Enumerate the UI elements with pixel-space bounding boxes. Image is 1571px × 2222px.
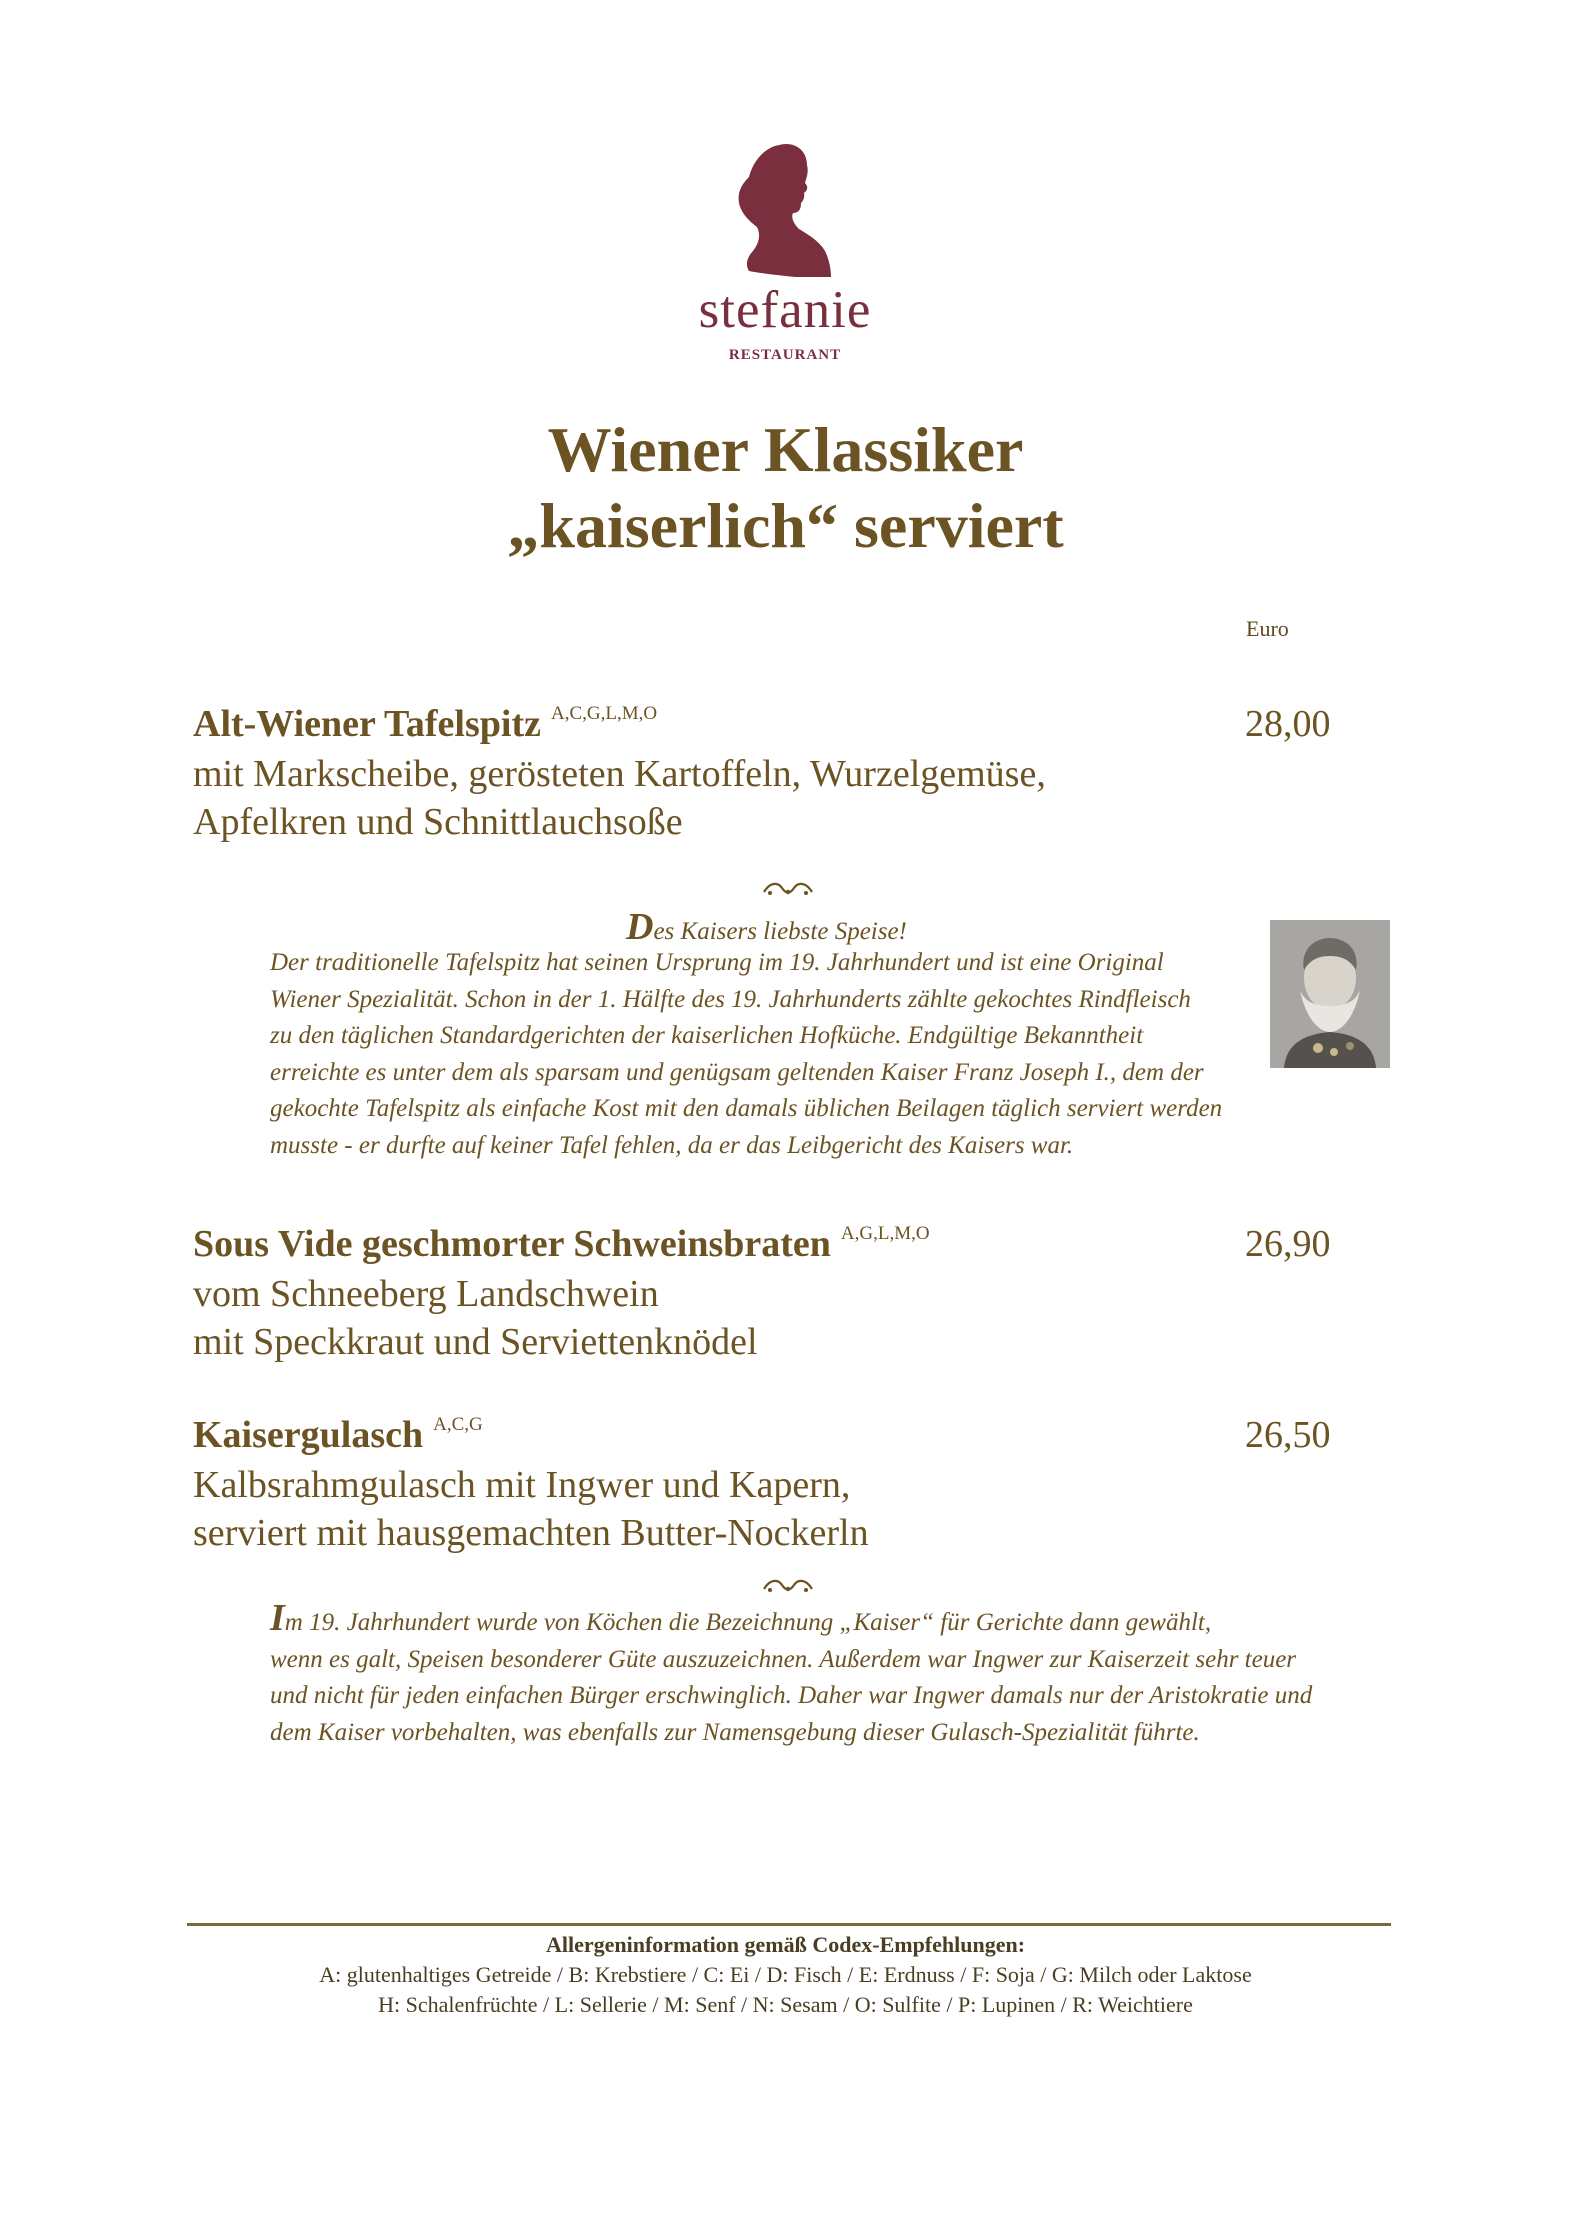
ornament-flourish-icon xyxy=(760,880,816,900)
note-line: Der traditionelle Tafelspitz hat seinen Ursprung im 19. Jahrhundert und ist eine Original xyxy=(270,949,1164,976)
note-line: und nicht für jeden einfachen Bürger erschwinglich. Daher war Ingwer damals nur der Aristokratie und xyxy=(270,1682,1313,1709)
dish-price: 28,00 xyxy=(1245,703,1331,745)
dish-name xyxy=(193,702,657,746)
dish-price: 26,50 xyxy=(1245,1414,1331,1456)
logo-silhouette-icon xyxy=(735,143,835,279)
note-line: musste - er durfte auf keiner Tafel fehlen, da er das Leibgericht des Kaisers war. xyxy=(270,1131,1074,1159)
dish-name xyxy=(193,1413,483,1457)
drop-cap: D xyxy=(626,906,654,948)
drop-cap: I xyxy=(270,1597,285,1639)
menu-title: Wiener Klassiker xyxy=(547,414,1024,485)
note-paragraph xyxy=(270,1597,1313,1751)
dish-description-line: Apfelkren und Schnittlauchsoße xyxy=(193,801,683,843)
brand-subtitle: RESTAURANT xyxy=(728,347,842,363)
allergen-legend-line: H: Schalenfrüchte / L: Sellerie / M: Senf / N: Sesam / O: Sulfite / P: Lupinen / R: Weichtiere xyxy=(378,1992,1193,2017)
menu-subtitle: „kaiserlich“ serviert xyxy=(507,490,1064,561)
note-line: Wiener Spezialität. Schon in der 1. Hälfte des 19. Jahrhunderts zählte gekochtes Rindfleisch xyxy=(270,985,1191,1013)
dish-description-line: mit Speckkraut und Serviettenknödel xyxy=(193,1321,758,1363)
note-line: dem Kaiser vorbehalten, was ebenfalls zur Namensgebung dieser Gulasch-Spezialität führte. xyxy=(270,1718,1200,1746)
dish-name-text: Kaisergulasch xyxy=(193,1414,424,1456)
note-heading xyxy=(626,905,907,949)
note-line: wenn es galt, Speisen besonderer Güte auszuzeichnen. Außerdem war Ingwer zur Kaiserzeit sehr teuer xyxy=(270,1645,1297,1673)
dish-allergens: A,C,G xyxy=(433,1414,483,1435)
dish-description-line: serviert mit hausgemachten Butter-Nockerln xyxy=(193,1512,869,1554)
dish-name-text: Sous Vide geschmorter Schweinsbraten xyxy=(193,1223,831,1265)
footer-divider xyxy=(187,1923,1391,1926)
note-heading-text: es Kaisers liebste Speise! xyxy=(653,918,907,945)
brand-name: stefanie xyxy=(698,281,872,339)
note-line-text: m 19. Jahrhundert wurde von Köchen die Bezeichnung „Kaiser“ für Gerichte dann gewählt, xyxy=(284,1609,1212,1636)
allergen-legend-line: A: glutenhaltiges Getreide / B: Krebstiere / C: Ei / D: Fisch / E: Erdnuss / F: Soja / G: Milch oder Laktose xyxy=(319,1962,1252,1987)
dish-name-text: Alt-Wiener Tafelspitz xyxy=(193,703,541,745)
dish-description-line: vom Schneeberg Landschwein xyxy=(193,1273,659,1315)
note-line xyxy=(270,1597,1312,1642)
dish-description-line: Kalbsrahmgulasch mit Ingwer und Kapern, xyxy=(193,1464,851,1506)
dish-allergens: A,C,G,L,M,O xyxy=(550,703,658,724)
note-paragraph xyxy=(270,945,1222,1164)
dish-name xyxy=(193,1222,930,1266)
note-line: gekochte Tafelspitz als einfache Kost mit den damals üblichen Beilagen täglich serviert werden xyxy=(270,1095,1223,1122)
emperor-portrait xyxy=(1270,920,1390,1068)
ornament-flourish-icon xyxy=(760,1577,816,1597)
dish-description-line: mit Markscheibe, gerösteten Kartoffeln, Wurzelgemüse, xyxy=(193,753,1046,795)
dish-allergens: A,G,L,M,O xyxy=(840,1223,930,1244)
currency-label: Euro xyxy=(1246,616,1289,641)
note-line: zu den täglichen Standardgerichten der kaiserlichen Hofküche. Endgültige Bekanntheit xyxy=(270,1022,1144,1049)
note-line: erreichte es unter dem als sparsam und genügsam geltenden Kaiser Franz Joseph I., dem der xyxy=(270,1058,1204,1086)
allergen-heading: Allergeninformation gemäß Codex-Empfehlungen: xyxy=(545,1932,1026,1957)
dish-price: 26,90 xyxy=(1245,1223,1331,1265)
